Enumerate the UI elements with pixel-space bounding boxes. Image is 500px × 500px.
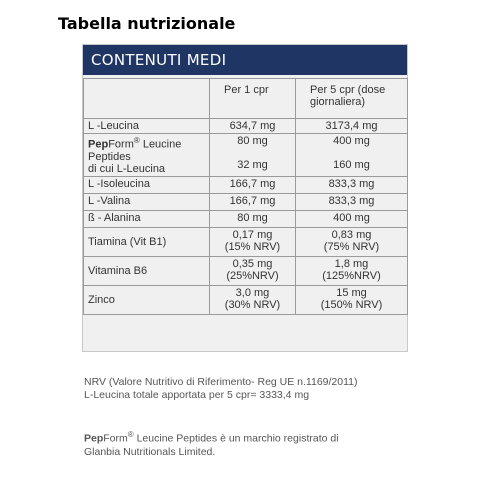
- row-per-1: 634,7 mg: [210, 119, 296, 134]
- row-per-5: 833,3 mg: [296, 193, 408, 210]
- row-per-5: 3173,4 mg: [296, 119, 408, 134]
- row-per-5-value: 0,83 mg: [331, 228, 372, 241]
- brand-name: Pep: [88, 138, 109, 151]
- row-per-1-nrv: (15% NRV): [224, 240, 281, 253]
- footnote-leucine-total: L-Leucina totale apportata per 5 cpr= 3333,4 mg: [84, 389, 310, 401]
- row-per-5-nrv: (150% NRV): [320, 298, 383, 311]
- row-per-1: 166,7 mg: [210, 193, 296, 210]
- trademark-text: Leucine Peptides è un marchio registrato di: [133, 432, 339, 445]
- row-name-line2: di cui L-Leucina: [88, 162, 166, 175]
- row-name: L -Valina: [84, 193, 210, 210]
- row-name-rest: Leucine Peptides: [88, 138, 182, 163]
- row-per-5: [296, 256, 408, 285]
- footnote-nrv: NRV (Valore Nutritivo di Riferimento- Reg UE n.1169/2011): [84, 376, 358, 388]
- footnotes: [84, 376, 358, 402]
- row-per-5-value: 400 mg: [333, 135, 370, 147]
- row-per-5-value: 1,8 mg: [334, 257, 369, 270]
- table-row: [84, 210, 408, 227]
- brand-name-rest: Form: [108, 138, 134, 151]
- row-per-1-sub: 32 mg: [237, 159, 268, 171]
- registered-mark: ®: [127, 430, 134, 439]
- row-name: L -Isoleucina: [84, 176, 210, 193]
- column-header-per-5: Per 5 cpr (dose giornaliera): [296, 79, 408, 119]
- table-row: [84, 119, 408, 134]
- registered-mark: ®: [133, 136, 140, 145]
- page-title: Tabella nutrizionale: [58, 14, 236, 33]
- row-name: Tiamina (Vit B1): [84, 227, 210, 256]
- panel-header: CONTENUTI MEDI: [83, 45, 407, 75]
- row-per-1: [210, 285, 296, 314]
- row-per-5-nrv: (125%NRV): [322, 269, 381, 282]
- brand-name: Pep: [84, 432, 104, 445]
- row-name: L -Leucina: [84, 119, 210, 134]
- row-per-1: 166,7 mg: [210, 176, 296, 193]
- table-header-row: [84, 79, 408, 119]
- trademark-owner: Glanbia Nutritionals Limited.: [84, 445, 216, 458]
- table-row: [84, 134, 408, 177]
- row-per-5: [296, 134, 408, 177]
- table-row: [84, 285, 408, 314]
- nutrition-panel: [82, 44, 408, 352]
- column-header-empty: [84, 79, 210, 119]
- row-name: Vitamina B6: [84, 256, 210, 285]
- row-per-1-value: 0,35 mg: [232, 257, 273, 270]
- row-per-5-value: 15 mg: [336, 286, 367, 299]
- row-per-1: [210, 134, 296, 177]
- nutrition-table: [83, 78, 408, 315]
- brand-name-rest: Form: [103, 432, 128, 445]
- row-per-1: 80 mg: [210, 210, 296, 227]
- table-row: [84, 176, 408, 193]
- row-per-1-nrv: (30% NRV): [224, 298, 281, 311]
- row-per-5-nrv: (75% NRV): [323, 240, 380, 253]
- row-per-1: [210, 227, 296, 256]
- row-per-5: 833,3 mg: [296, 176, 408, 193]
- row-name: ß - Alanina: [84, 210, 210, 227]
- row-per-1-value: 80 mg: [237, 135, 268, 147]
- table-row: [84, 227, 408, 256]
- row-per-5: [296, 227, 408, 256]
- row-per-5: 400 mg: [296, 210, 408, 227]
- row-name: Zinco: [84, 285, 210, 314]
- trademark-notice: [84, 428, 414, 459]
- row-name: [84, 134, 210, 177]
- row-per-1-value: 0,17 mg: [232, 228, 273, 241]
- row-per-1-value: 3,0 mg: [235, 286, 270, 299]
- row-per-5: [296, 285, 408, 314]
- row-per-5-sub: 160 mg: [333, 159, 370, 171]
- table-row: [84, 193, 408, 210]
- column-header-per-1: Per 1 cpr: [210, 79, 296, 119]
- row-per-1-nrv: (25%NRV): [226, 269, 279, 282]
- table-row: [84, 256, 408, 285]
- row-per-1: [210, 256, 296, 285]
